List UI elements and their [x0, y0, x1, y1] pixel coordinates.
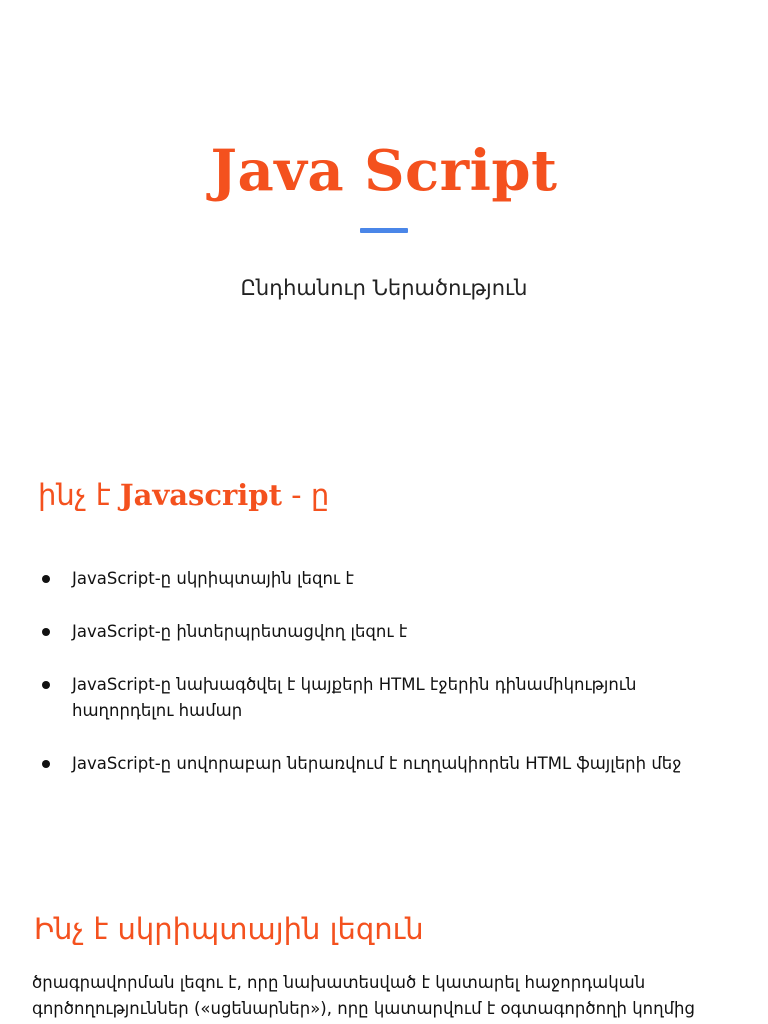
list-item-text: JavaScript-ը սովորաբար ներառվում է ուղղակիորեն HTML ֆայլերի մեջ — [72, 754, 682, 773]
list-item — [38, 566, 738, 592]
section-heading-prefix: ինչ է — [38, 478, 120, 512]
title-underline — [360, 228, 408, 233]
section-heading-suffix: - ը — [281, 478, 330, 512]
page-title: Java Script — [210, 138, 558, 204]
bullet-icon — [42, 681, 50, 689]
section-heading-what-is-javascript — [38, 478, 329, 512]
bullet-icon — [42, 628, 50, 636]
list-item — [38, 672, 738, 724]
bullet-icon — [42, 760, 50, 768]
list-item — [38, 619, 738, 645]
list-item-text: JavaScript-ը ինտերպրետացվող լեզու է — [72, 622, 408, 641]
page-subtitle: Ընդհանուր Ներածություն — [240, 276, 528, 300]
bullet-icon — [42, 575, 50, 583]
list-item-text: JavaScript-ը նախագծվել է կայքերի HTML էջերին դինամիկություն հաղորդելու համար — [72, 675, 637, 720]
section-heading-what-is-scripting-language: Ինչ է սկրիպտային լեզուն — [34, 912, 424, 946]
list-item-text: JavaScript-ը սկրիպտային լեզու է — [72, 569, 354, 588]
bullet-list — [38, 566, 738, 804]
definition-paragraph: ծրագրավորման լեզու է, որը նախատեսված է կատարել հաջորդական գործողություններ («սցենարներ»), որը կատարվում է օգտագործողի կողմից — [32, 973, 695, 1018]
list-item — [38, 751, 738, 777]
section-heading-strong: Javascript — [119, 478, 282, 512]
